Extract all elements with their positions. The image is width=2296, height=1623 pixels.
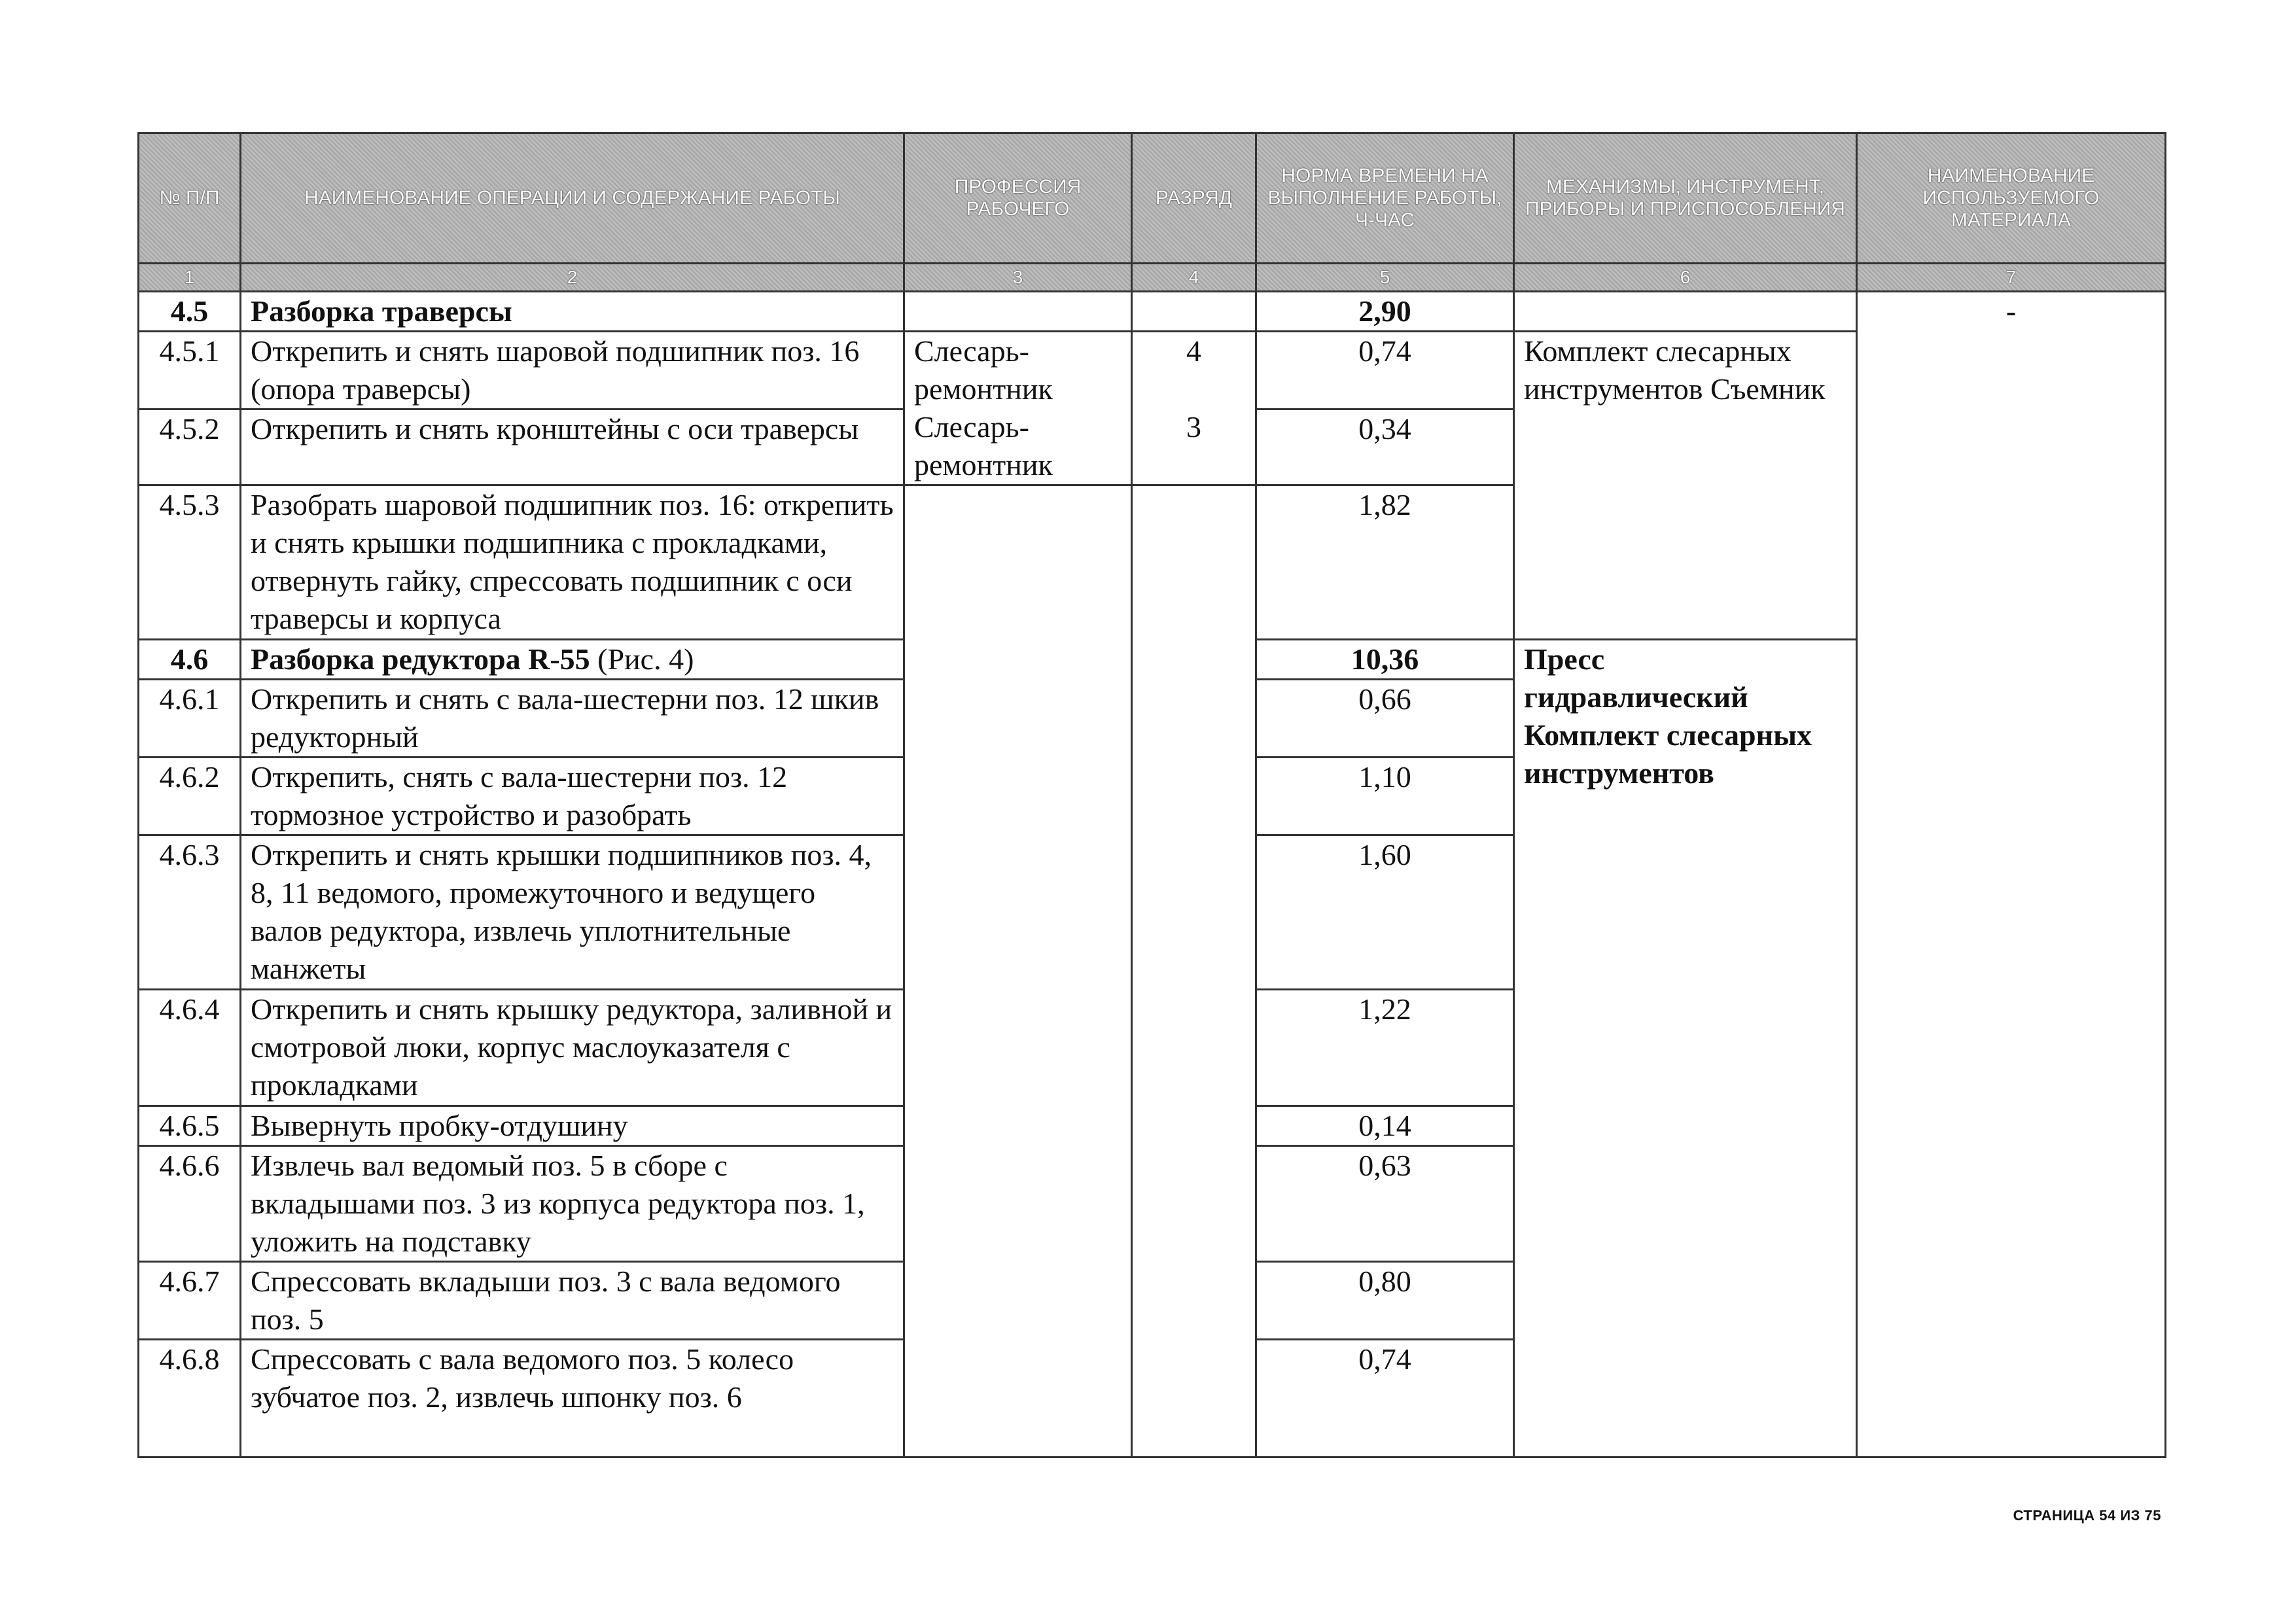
row-operation: Открепить и снять шаровой подшипник поз. 16 (опора траверсы) — [241, 332, 904, 410]
column-number-1: 1 — [139, 264, 241, 292]
row-norm: 0,80 — [1256, 1262, 1514, 1340]
row-operation: Открепить и снять кронштейны с оси траверсы — [241, 410, 904, 485]
row-operation: Вывернуть пробку-отдушину — [241, 1106, 904, 1146]
row-operation: Открепить, снять с вала-шестерни поз. 12 тормозное устройство и разобрать — [241, 758, 904, 835]
header-time-norm: НОРМА ВРЕМЕНИ НА ВЫПОЛНЕНИЕ РАБОТЫ, Ч-ЧАС — [1256, 133, 1514, 264]
row-norm: 1,60 — [1256, 835, 1514, 990]
row-number: 4.6.3 — [139, 835, 241, 990]
row-norm: 0,34 — [1256, 410, 1514, 485]
header-material: НАИМЕНОВАНИЕ ИСПОЛЬЗУЕМОГО МАТЕРИАЛА — [1857, 133, 2166, 264]
page-number: СТРАНИЦА 54 ИЗ 75 — [2013, 1507, 2161, 1524]
row-number: 4.5 — [139, 292, 241, 332]
row-number: 4.6.5 — [139, 1106, 241, 1146]
row-operation: Разобрать шаровой подшипник поз. 16: открепить и снять крышки подшипника с прокладками, отвернуть гайку, спрессовать подшипник с оси траверсы и корпуса — [241, 485, 904, 640]
row-operation: Разборка траверсы — [241, 292, 904, 332]
row-operation: Спрессовать с вала ведомого поз. 5 колесо зубчатое поз. 2, извлечь шпонку поз. 6 — [241, 1340, 904, 1457]
row-norm: 0,63 — [1256, 1146, 1514, 1262]
header-row — [139, 133, 2166, 264]
rank-1: 4 — [1186, 334, 1201, 368]
rank-2: 3 — [1186, 410, 1201, 444]
profession-cell-empty — [904, 292, 1132, 332]
profession-1: Слесарь-ремонтник — [914, 334, 1053, 406]
material-cell: - — [1857, 292, 2166, 1457]
mechanisms-cell-empty — [1514, 292, 1857, 332]
column-number-2: 2 — [241, 264, 904, 292]
rank-cell-empty — [1132, 292, 1256, 332]
section-figure-ref: (Рис. 4) — [590, 642, 694, 676]
row-operation: Спрессовать вкладыши поз. 3 с вала ведомого поз. 5 — [241, 1262, 904, 1340]
row-number: 4.6 — [139, 640, 241, 680]
row-number: 4.6.1 — [139, 680, 241, 758]
row-number: 4.6.7 — [139, 1262, 241, 1340]
row-norm: 1,82 — [1256, 485, 1514, 640]
column-number-row — [139, 264, 2166, 292]
row-norm: 10,36 — [1256, 640, 1514, 680]
row-norm: 2,90 — [1256, 292, 1514, 332]
row-norm: 0,14 — [1256, 1106, 1514, 1146]
row-number: 4.6.8 — [139, 1340, 241, 1457]
profession-2: Слесарь-ремонтник — [914, 410, 1053, 481]
row-number: 4.5.2 — [139, 410, 241, 485]
row-operation: Открепить и снять с вала-шестерни поз. 12 шкив редукторный — [241, 680, 904, 758]
column-number-4: 4 — [1132, 264, 1256, 292]
row-number: 4.5.3 — [139, 485, 241, 640]
table-row — [139, 292, 2166, 332]
row-number: 4.5.1 — [139, 332, 241, 410]
row-norm: 0,74 — [1256, 332, 1514, 410]
row-norm: 0,66 — [1256, 680, 1514, 758]
row-norm: 1,10 — [1256, 758, 1514, 835]
header-rank: РАЗРЯД — [1132, 133, 1256, 264]
profession-cell — [904, 332, 1132, 485]
mechanisms-cell-2: Пресс гидравлический Комплект слесарных инструментов — [1514, 640, 1857, 1457]
row-norm: 1,22 — [1256, 990, 1514, 1106]
column-number-7: 7 — [1857, 264, 2166, 292]
section-title: Разборка редуктора R-55 — [251, 642, 590, 676]
operations-table — [137, 132, 2166, 1458]
row-operation — [241, 640, 904, 680]
column-number-5: 5 — [1256, 264, 1514, 292]
rank-cell-empty — [1132, 485, 1256, 1457]
row-number: 4.6.4 — [139, 990, 241, 1106]
header-profession: ПРОФЕССИЯ РАБОЧЕГО — [904, 133, 1132, 264]
row-number: 4.6.2 — [139, 758, 241, 835]
mechanisms-cell-1: Комплект слесарных инструментов Съемник — [1514, 332, 1857, 640]
row-norm: 0,74 — [1256, 1340, 1514, 1457]
profession-cell-empty — [904, 485, 1132, 1457]
header-mechanisms: МЕХАНИЗМЫ, ИНСТРУМЕНТ, ПРИБОРЫ И ПРИСПОСОБЛЕНИЯ — [1514, 133, 1857, 264]
row-operation: Открепить и снять крышки подшипников поз. 4, 8, 11 ведомого, промежуточного и ведущего валов редуктора, извлечь уплотнительные манжеты — [241, 835, 904, 990]
column-number-3: 3 — [904, 264, 1132, 292]
row-operation: Открепить и снять крышку редуктора, заливной и смотровой люки, корпус маслоуказателя с прокладками — [241, 990, 904, 1106]
rank-cell — [1132, 332, 1256, 485]
row-number: 4.6.6 — [139, 1146, 241, 1262]
column-number-6: 6 — [1514, 264, 1857, 292]
header-operation-name: НАИМЕНОВАНИЕ ОПЕРАЦИИ И СОДЕРЖАНИЕ РАБОТЫ — [241, 133, 904, 264]
row-operation: Извлечь вал ведомый поз. 5 в сборе с вкладышами поз. 3 из корпуса редуктора поз. 1, уложить на подставку — [241, 1146, 904, 1262]
header-number: № П/П — [139, 133, 241, 264]
